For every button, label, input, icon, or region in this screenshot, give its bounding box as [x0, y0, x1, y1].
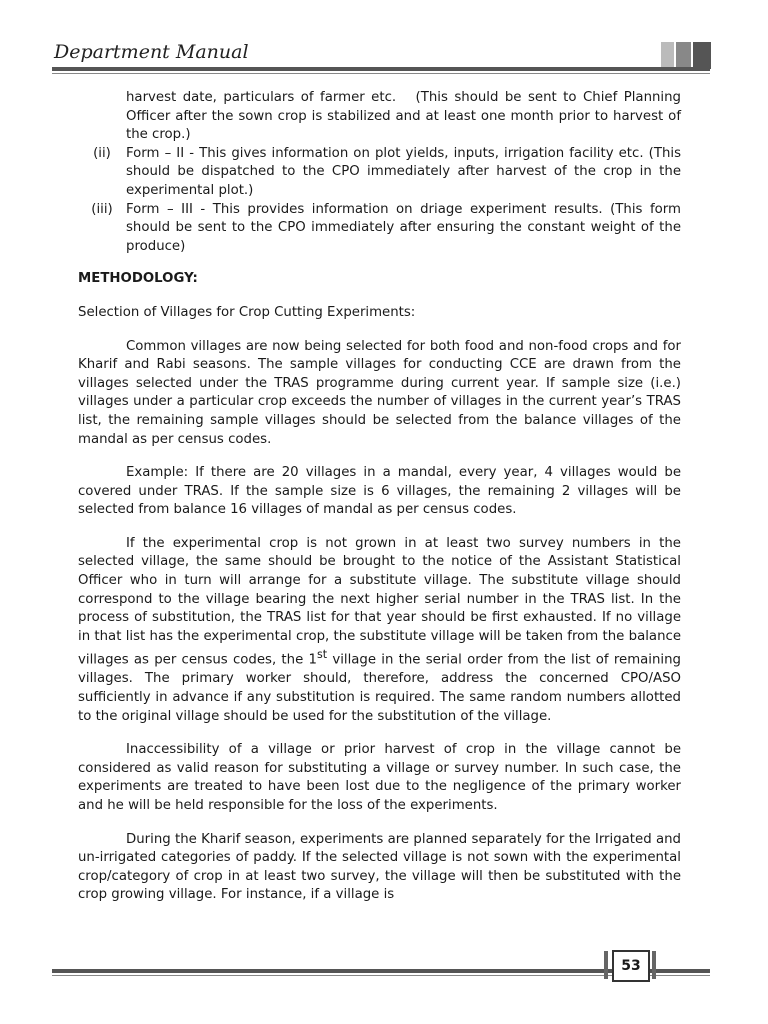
header-rule [52, 67, 710, 71]
continuation-paragraph [78, 89, 681, 145]
list-item [78, 201, 681, 257]
header-decoration-block [676, 42, 691, 69]
list-item-number: (iii) [91, 201, 113, 217]
example-paragraph: Example: If there are 20 villages in a mandal, every year, 4 villages would be covered under TRAS. If the sample size is 6 villages, the remaining 2 villages will be selected from balance 16 villages of mandal as per census codes. [78, 465, 681, 518]
substitution-paragraph [78, 535, 681, 726]
page-header-title: Department Manual [54, 41, 249, 63]
list-item [78, 145, 681, 201]
footer-decoration-bar [652, 951, 656, 979]
substitution-text-2: village in the serial order from the list of remaining villages. The primary worker should, therefore, address the concerned CPO/ASO sufficiently in advance if any substitution is required. The same random numbers allotted to the original village should be used for the substitution of the village. [78, 652, 681, 724]
methodology-heading: METHODOLOGY: [78, 271, 198, 287]
header-decoration-block [661, 42, 674, 69]
substitution-text-1: If the experimental crop is not grown in at least two survey numbers in the selected village, the same should be brought to the notice of the Assistant Statistical Officer who in turn will arrange for a substitute village. The substitute village should correspond to the village bearing the next higher serial number in the TRAS list. In the process of substitution, the TRAS list for that year should be first exhausted. If no village in that list has the experimental crop, the substitute village will be taken from the balance villages as per census codes, the 1 [78, 535, 681, 668]
ordinal-superscript: st [316, 648, 328, 662]
page-body [78, 89, 681, 905]
header-rule-thin [52, 73, 710, 74]
list-item-text: Form – II - This gives information on plot yields, inputs, irrigation facility etc. (This should be dispatched to the CPO immediately after harvest of the crop in the experimental plot.) [126, 145, 681, 198]
page-number: 53 [612, 950, 650, 982]
kharif-paragraph: During the Kharif season, experiments are planned separately for the Irrigated and un-irrigated categories of paddy. If the selected village is not sown with the experimental crop/category of crop in at least two survey, the village will then be substituted with the crop growing village. For instance, if a village is [78, 831, 681, 903]
continuation-text-1: harvest date, particulars of farmer etc. [126, 90, 397, 105]
body-paragraph: Common villages are now being selected for both food and non-food crops and for Kharif and Rabi seasons. The sample villages for conducting CCE are drawn from the villages selected under the TRAS programme during current year. If sample size (i.e.) villages under a particular crop exceeds the number of villages in the current year’s TRAS list, the remaining sample villages should be selected from the balance villages of the mandal as per census codes. [78, 338, 681, 447]
footer-decoration-bar [604, 951, 608, 979]
inaccessibility-paragraph: Inaccessibility of a village or prior harvest of crop in the village cannot be considered as valid reason for substituting a village or survey number. In such case, the experiments are treated to have been lost due to the negligence of the primary worker and he will be held responsible for the loss of the experiments. [78, 742, 681, 814]
continuation-text-2: (This should be sent to Chief Planning Officer after the sown crop is stabilized and at least one month prior to harvest of the crop.) [126, 90, 681, 143]
header-decoration-block [693, 42, 711, 69]
list-item-number: (ii) [93, 145, 111, 161]
list-item-text: Form – III - This provides information on driage experiment results. (This form should be sent to the CPO immediately after ensuring the constant weight of the produce) [126, 201, 681, 254]
section-subheading: Selection of Villages for Crop Cutting Experiments: [78, 304, 416, 320]
